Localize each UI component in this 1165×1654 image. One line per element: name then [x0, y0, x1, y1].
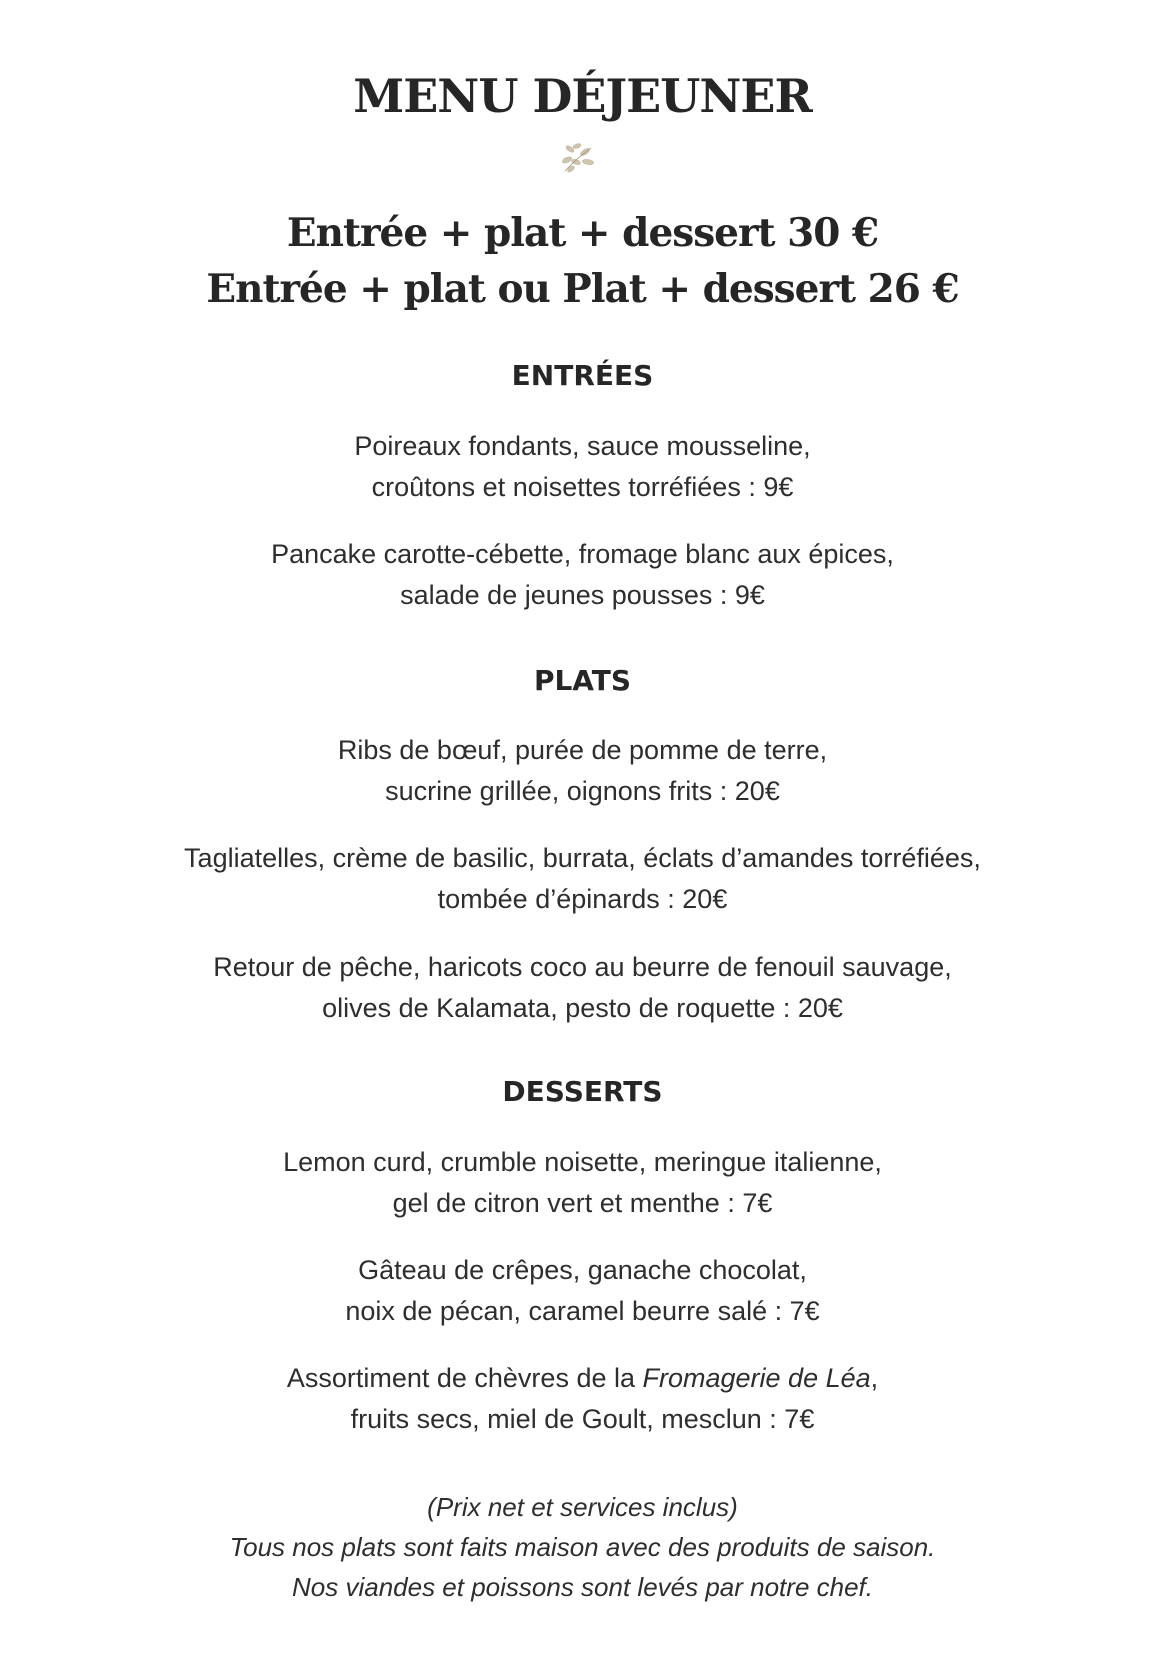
leaf-sprig-icon [555, 138, 603, 178]
menu-item-line: croûtons et noisettes torréfiées : 9€ [371, 472, 794, 502]
section-entrees [0, 358, 1165, 394]
menu-item [0, 1142, 1165, 1224]
menu-item [0, 534, 1165, 616]
menu-item [0, 947, 1165, 1029]
menu-item-line: noix de pécan, caramel beurre salé : 7€ [345, 1296, 820, 1326]
formula-three-courses: Entrée + plat + dessert 30 € [286, 210, 879, 256]
menu-item [0, 730, 1165, 812]
chef-note: Nos viandes et poissons sont levés par notre chef. [292, 1572, 873, 1602]
section-title-plats: PLATS [533, 664, 632, 697]
menu-item-line: tombée d’épinards : 20€ [437, 884, 728, 914]
menu-item-line: Lemon curd, crumble noisette, meringue italienne, [283, 1147, 882, 1177]
menu-item-line [0, 1358, 1165, 1399]
price-note: (Prix net et services inclus) [427, 1492, 738, 1522]
menu-item-line: gel de citron vert et menthe : 7€ [392, 1188, 773, 1218]
section-title-entrees: ENTRÉES [511, 359, 654, 392]
menu-item-line: olives de Kalamata, pesto de roquette : 20€ [322, 993, 843, 1023]
section-title-desserts: DESSERTS [502, 1075, 663, 1108]
footer-note [0, 1487, 1165, 1607]
menu-item [0, 838, 1165, 920]
menu-item-line: Gâteau de crêpes, ganache chocolat, [358, 1255, 807, 1285]
menu-item-line: Pancake carotte-cébette, fromage blanc aux épices, [271, 539, 894, 569]
section-desserts [0, 1074, 1165, 1110]
menu-item-line: sucrine grillée, oignons frits : 20€ [385, 776, 780, 806]
menu-item-line: Retour de pêche, haricots coco au beurre de fenouil sauvage, [213, 952, 952, 982]
formula-prices [0, 205, 1165, 317]
menu-item-line: fruits secs, miel de Goult, mesclun : 7€ [350, 1404, 815, 1434]
menu-item-line: salade de jeunes pousses : 9€ [400, 580, 765, 610]
menu-item-line: Poireaux fondants, sauce mousseline, [354, 431, 811, 461]
menu-item-line: Tagliatelles, crème de basilic, burrata, éclats d’amandes torréfiées, [184, 843, 981, 873]
section-plats [0, 663, 1165, 699]
menu-item-line: Ribs de bœuf, purée de pomme de terre, [337, 735, 828, 765]
menu-item-text: , [870, 1363, 879, 1393]
menu-item [0, 1358, 1165, 1440]
menu-item [0, 426, 1165, 508]
homemade-note: Tous nos plats sont faits maison avec des produits de saison. [229, 1532, 936, 1562]
menu-item [0, 1250, 1165, 1332]
menu-item-text: Assortiment de chèvres de la [286, 1363, 643, 1393]
cheese-supplier-name: Fromagerie de Léa [642, 1363, 871, 1393]
formula-two-courses: Entrée + plat ou Plat + dessert 26 € [206, 266, 959, 312]
page-title: MENU DÉJEUNER [353, 69, 812, 123]
